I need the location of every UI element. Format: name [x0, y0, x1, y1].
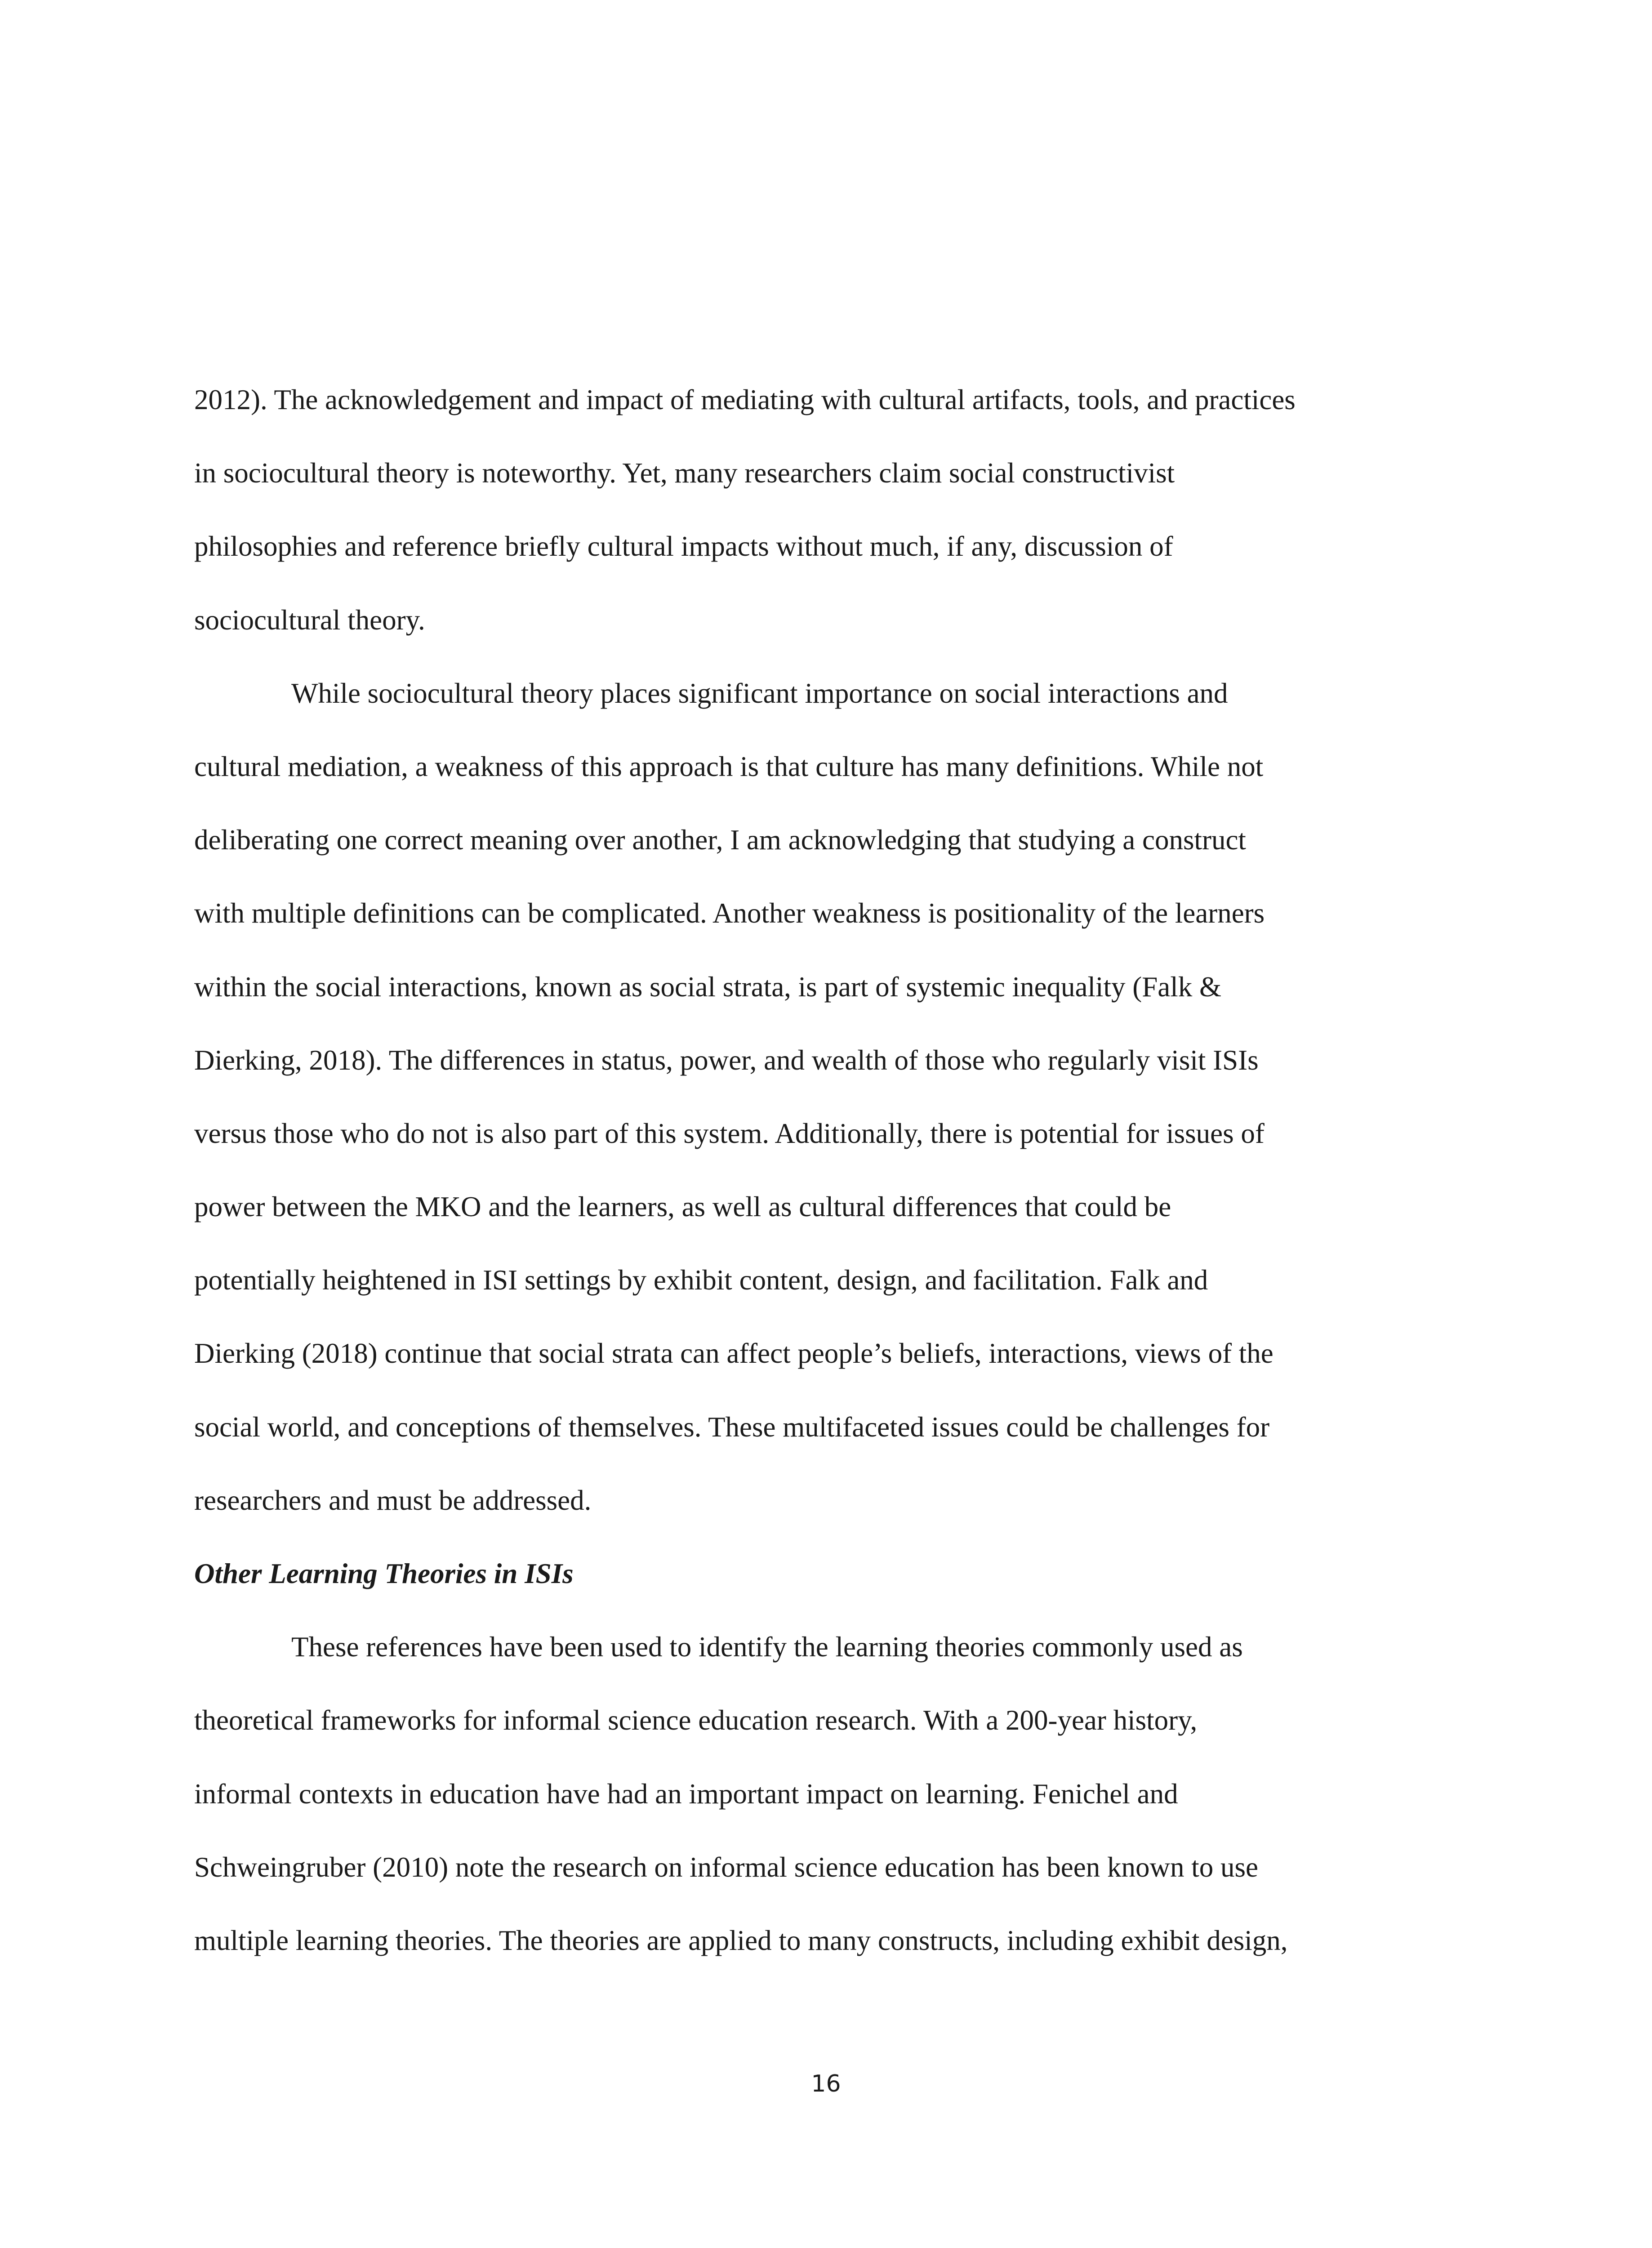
- text-line: Dierking, 2018). The differences in status, power, and wealth of those who regularly visit ISIs: [194, 1044, 1259, 1076]
- text-line: theoretical frameworks for informal science education research. With a 200-year history,: [194, 1704, 1198, 1736]
- text-line: sociocultural theory.: [194, 604, 425, 636]
- text-line: These references have been used to identify the learning theories commonly used as: [291, 1631, 1243, 1663]
- text-line: Schweingruber (2010) note the research on informal science education has been known to use: [194, 1851, 1258, 1883]
- body-text: [194, 363, 1462, 1977]
- text-line: 2012). The acknowledgement and impact of mediating with cultural artifacts, tools, and practices: [194, 384, 1296, 415]
- text-line: multiple learning theories. The theories are applied to many constructs, including exhibit design,: [194, 1924, 1288, 1956]
- text-line: researchers and must be addressed.: [194, 1484, 592, 1516]
- text-line: cultural mediation, a weakness of this approach is that culture has many definitions. While not: [194, 750, 1264, 782]
- page-number: 16: [811, 2070, 841, 2097]
- text-line: with multiple definitions can be complicated. Another weakness is positionality of the learners: [194, 897, 1265, 929]
- text-line: While sociocultural theory places significant importance on social interactions and: [291, 677, 1228, 709]
- text-line: within the social interactions, known as social strata, is part of systemic inequality (Falk &: [194, 971, 1222, 1003]
- paragraph-weaknesses: [194, 657, 1462, 1537]
- text-line: deliberating one correct meaning over another, I am acknowledging that studying a construct: [194, 824, 1246, 856]
- text-line: social world, and conceptions of themselves. These multifaceted issues could be challenges for: [194, 1411, 1270, 1443]
- section-heading: Other Learning Theories in ISIs: [194, 1558, 574, 1589]
- paragraph-continuation: [194, 363, 1462, 657]
- text-line: potentially heightened in ISI settings by exhibit content, design, and facilitation. Falk and: [194, 1264, 1208, 1296]
- text-line: in sociocultural theory is noteworthy. Yet, many researchers claim social constructivist: [194, 457, 1175, 489]
- text-line: philosophies and reference briefly cultural impacts without much, if any, discussion of: [194, 531, 1173, 562]
- text-line: informal contexts in education have had an important impact on learning. Fenichel and: [194, 1778, 1178, 1810]
- text-line: versus those who do not is also part of this system. Additionally, there is potential for issues of: [194, 1117, 1265, 1149]
- text-line: Dierking (2018) continue that social strata can affect people’s beliefs, interactions, views of the: [194, 1338, 1274, 1369]
- text-line: power between the MKO and the learners, as well as cultural differences that could be: [194, 1191, 1171, 1223]
- paragraph-other-theories: [194, 1610, 1462, 1977]
